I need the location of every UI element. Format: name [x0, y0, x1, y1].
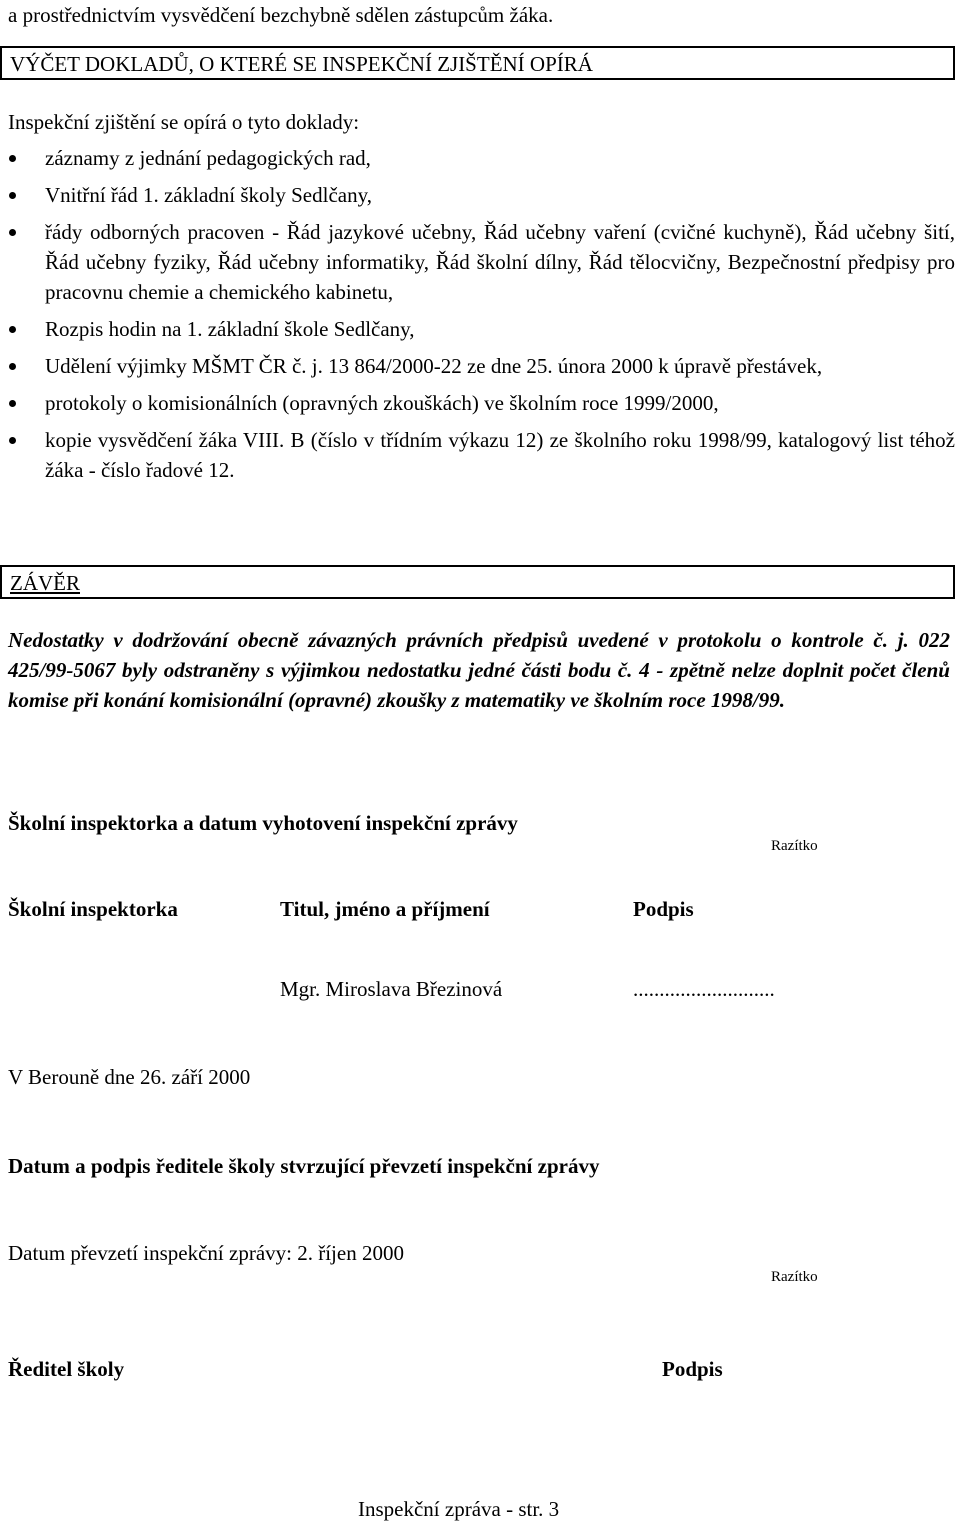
stamp-label-inspector: Razítko — [771, 838, 818, 854]
bullet-icon — [9, 363, 16, 370]
documents-list — [0, 143, 955, 492]
place-date: V Berouně dne 26. září 2000 — [8, 1065, 251, 1089]
director-signature-header: Podpis — [662, 1357, 723, 1381]
list-item-text: řády odborných pracoven - Řád jazykové učebny, Řád učebny vaření (cvičné kuchyně), Řád učebny šití, Řád učebny fyziky, Řád učebny informatiky, Řád školní dílny, Řád tělocvičny, Bezpečnostní předpisy pro pracovnu chemie a chemického kabinetu, — [45, 220, 955, 304]
inspector-name: Mgr. Miroslava Březinová — [280, 977, 503, 1001]
list-item — [0, 180, 955, 210]
bullet-icon — [9, 192, 16, 199]
list-item-text: záznamy z jednání pedagogických rad, — [45, 146, 371, 170]
inspector-name-header: Titul, jméno a příjmení — [280, 897, 490, 921]
bullet-icon — [9, 229, 16, 236]
inspector-heading: Školní inspektorka a datum vyhotovení inspekční zprávy — [8, 811, 518, 835]
list-item-text: Rozpis hodin na 1. základní škole Sedlčany, — [45, 317, 415, 341]
list-item — [0, 143, 955, 173]
list-item — [0, 217, 955, 307]
stamp-label-director: Razítko — [771, 1269, 818, 1285]
director-role: Ředitel školy — [8, 1357, 125, 1381]
bullet-icon — [9, 400, 16, 407]
inspector-role-header: Školní inspektorka — [8, 897, 178, 921]
inspector-signature-line: ........................... — [633, 977, 775, 1001]
inspector-signature-header: Podpis — [633, 897, 694, 921]
bullet-icon — [9, 155, 16, 162]
list-item — [0, 351, 955, 381]
director-heading: Datum a podpis ředitele školy stvrzující převzetí inspekční zprávy — [8, 1154, 600, 1178]
top-continuation-line: a prostřednictvím vysvědčení bezchybně sdělen zástupcům žáka. — [8, 3, 554, 27]
page-footer: Inspekční zpráva - str. 3 — [358, 1497, 560, 1521]
bullet-icon — [9, 326, 16, 333]
list-item-text: Vnitřní řád 1. základní školy Sedlčany, — [45, 183, 372, 207]
section-title-conclusion: ZÁVĚR — [0, 565, 955, 599]
received-date: Datum převzetí inspekční zprávy: 2. říjen 2000 — [8, 1241, 404, 1265]
list-item-text: Udělení výjimky MŠMT ČR č. j. 13 864/2000-22 ze dne 25. února 2000 k úpravě přestávek, — [45, 354, 823, 378]
list-item-text: kopie vysvědčení žáka VIII. B (číslo v třídním výkazu 12) ze školního roku 1998/99, katalogový list téhož žáka - číslo řadové 12. — [45, 428, 955, 482]
list-item-text: protokoly o komisionálních (opravných zkouškách) ve školním roce 1999/2000, — [45, 391, 719, 415]
list-item — [0, 388, 955, 418]
conclusion-text: Nedostatky v dodržování obecně závazných právních předpisů uvedené v protokolu o kontrole č. j. 022 425/99-5067 byly odstraněny s výjimkou nedostatku jedné části bodu č. 4 - zpětně nelze doplnit počet členů komise při konání komisionální (opravné) zkoušky z matematiky ve školním roce 1998/99. — [8, 628, 950, 712]
documents-intro: Inspekční zjištění se opírá o tyto doklady: — [8, 110, 360, 134]
list-item — [0, 314, 955, 344]
section-title-documents: VÝČET DOKLADŮ, O KTERÉ SE INSPEKČNÍ ZJIŠTĚNÍ OPÍRÁ — [0, 46, 955, 80]
bullet-icon — [9, 437, 16, 444]
list-item — [0, 425, 955, 485]
